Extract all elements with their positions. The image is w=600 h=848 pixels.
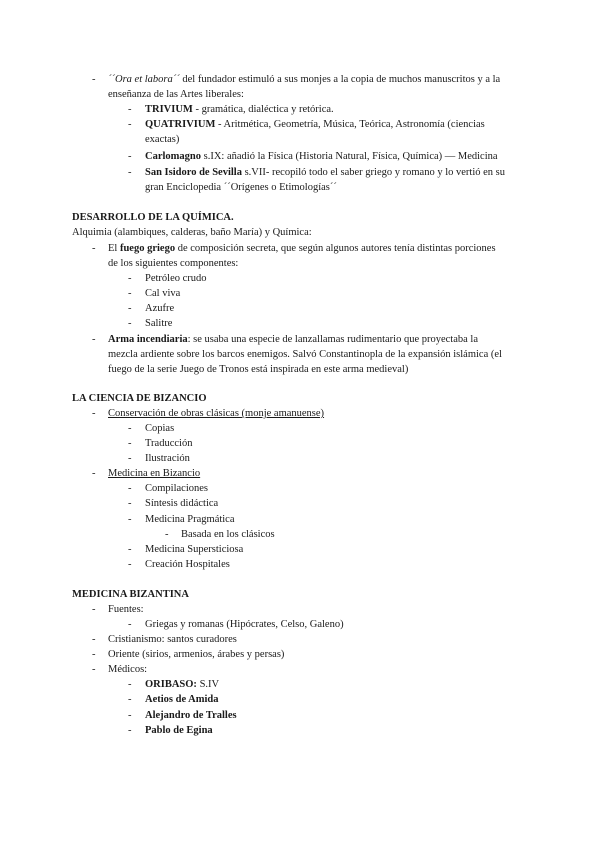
medico-name: Aetios de Amida bbox=[145, 694, 219, 705]
conservacion-sub: Ilustración bbox=[145, 453, 190, 464]
item-text: s.IX: añadió la Física (Historia Natural, Física, Química) — Medicina bbox=[201, 151, 498, 162]
medicina-bizancio-item: Medicina en Bizancio bbox=[108, 468, 201, 479]
medicina-sub: Compilaciones bbox=[145, 483, 208, 494]
medicos-item: Médicos: bbox=[108, 664, 148, 675]
heading-bizancio: LA CIENCIA DE BIZANCIO bbox=[72, 393, 207, 404]
list-dash: - bbox=[128, 679, 132, 690]
item-text: - gramática, dialéctica y retórica. bbox=[192, 104, 334, 115]
arma-text-2: mezcla ardiente sobre los barcos enemigos. Salvó Constantinopla de la expansión islámica (el bbox=[108, 349, 502, 360]
medico-name: Pablo de Egina bbox=[145, 725, 213, 736]
conservacion-sub: Traducción bbox=[145, 438, 193, 449]
quatrivium-cont: exactas) bbox=[145, 134, 180, 145]
isidoro-item bbox=[145, 165, 505, 180]
item-text: s.VII- recopiló todo el saber griego y romano y lo vertió en su bbox=[241, 167, 505, 178]
list-dash: - bbox=[92, 408, 96, 419]
list-dash: - bbox=[128, 619, 132, 630]
medico-item bbox=[145, 708, 237, 723]
oribaso-rest: S.IV bbox=[196, 679, 220, 690]
medicina-sub: Medicina Pragmática bbox=[145, 514, 235, 525]
list-dash: - bbox=[128, 104, 132, 115]
component-item: Azufre bbox=[145, 303, 175, 314]
arma-item bbox=[108, 332, 478, 347]
cristianismo-item: Cristianismo: santos curadores bbox=[108, 634, 237, 645]
list-dash: - bbox=[128, 514, 132, 525]
fuego-griego-item bbox=[108, 241, 496, 256]
conservacion-item: Conservación de obras clásicas (monje amanuense) bbox=[108, 408, 325, 419]
medico-item bbox=[145, 692, 219, 707]
list-dash: - bbox=[92, 649, 96, 660]
item-bold: QUATRIVIUM bbox=[145, 119, 216, 130]
list-dash: - bbox=[128, 167, 132, 178]
list-dash: - bbox=[128, 423, 132, 434]
fuego-cont: de los siguientes componentes: bbox=[108, 258, 239, 269]
list-dash: - bbox=[92, 74, 96, 85]
arma-text-3: fuego de la serie Juego de Tronos está inspirada en este arma medieval) bbox=[108, 364, 409, 375]
list-dash: - bbox=[128, 318, 132, 329]
list-dash: - bbox=[128, 710, 132, 721]
list-dash: - bbox=[92, 604, 96, 615]
fuentes-item: Fuentes: bbox=[108, 604, 144, 615]
conservacion-sub: Copias bbox=[145, 423, 175, 434]
medico-name: Alejandro de Tralles bbox=[145, 710, 237, 721]
isidoro-cont: gran Enciclopedia ´´Orígenes o Etimologías´´ bbox=[145, 182, 337, 193]
list-dash: - bbox=[128, 544, 132, 555]
list-dash: - bbox=[128, 438, 132, 449]
item-bold: TRIVIUM bbox=[145, 104, 193, 115]
quimica-subtitle: Alquimia (alambiques, calderas, baño María) y Química: bbox=[72, 227, 312, 238]
arma-text-1: : se usaba una especie de lanzallamas rudimentario que proyectaba la bbox=[187, 334, 478, 345]
item-text: - Aritmética, Geometría, Música, Teórica, Astronomía (ciencias bbox=[215, 119, 485, 130]
trivium-item bbox=[145, 102, 334, 117]
list-dash: - bbox=[128, 453, 132, 464]
list-dash: - bbox=[128, 725, 132, 736]
list-dash: - bbox=[92, 664, 96, 675]
list-dash: - bbox=[128, 119, 132, 130]
oribaso-bold: ORIBASO: bbox=[145, 679, 197, 690]
intro-line-2: enseñanza de las Artes liberales: bbox=[108, 89, 244, 100]
list-dash: - bbox=[128, 273, 132, 284]
list-dash: - bbox=[128, 483, 132, 494]
medicina-sub: Creación Hospitales bbox=[145, 559, 230, 570]
fuego-pre: El bbox=[108, 243, 120, 254]
list-dash: - bbox=[92, 334, 96, 345]
list-dash: - bbox=[92, 468, 96, 479]
component-item: Petróleo crudo bbox=[145, 273, 207, 284]
list-dash: - bbox=[128, 288, 132, 299]
list-dash: - bbox=[128, 694, 132, 705]
oriente-item: Oriente (sirios, armenios, árabes y persas) bbox=[108, 649, 285, 660]
medico-item bbox=[145, 723, 213, 738]
heading-medicina-bizantina: MEDICINA BIZANTINA bbox=[72, 589, 189, 600]
list-dash: - bbox=[165, 529, 169, 540]
list-dash: - bbox=[128, 498, 132, 509]
list-dash: - bbox=[92, 634, 96, 645]
list-dash: - bbox=[128, 151, 132, 162]
list-dash: - bbox=[128, 559, 132, 570]
list-dash: - bbox=[92, 243, 96, 254]
medicina-sub: Síntesis didáctica bbox=[145, 498, 219, 509]
intro-line-1 bbox=[108, 72, 500, 87]
intro-text-1: del fundador estimuló a sus monjes a la copia de muchos manuscritos y a la bbox=[179, 74, 501, 85]
item-bold: Carlomagno bbox=[145, 151, 201, 162]
heading-quimica: DESARROLLO DE LA QUÍMICA. bbox=[72, 212, 234, 223]
component-item: Salitre bbox=[145, 318, 173, 329]
quatrivium-item bbox=[145, 117, 485, 132]
fuego-griego-bold: fuego griego bbox=[119, 243, 176, 254]
carlomagno-item bbox=[145, 149, 498, 164]
medicina-sub: Medicina Supersticiosa bbox=[145, 544, 244, 555]
arma-bold: Arma incendiaria bbox=[108, 334, 188, 345]
pragmatica-sub: Basada en los clásicos bbox=[181, 529, 275, 540]
fuego-rest: de composición secreta, que según algunos autores tenía distintas porciones bbox=[175, 243, 496, 254]
list-dash: - bbox=[128, 303, 132, 314]
ora-et-labora-quote: ´´Ora et labora´´ bbox=[108, 74, 180, 85]
item-bold: San Isidoro de Sevilla bbox=[145, 167, 242, 178]
component-item: Cal viva bbox=[145, 288, 181, 299]
oribaso-item bbox=[145, 677, 219, 692]
fuentes-sub: Griegas y romanas (Hipócrates, Celso, Galeno) bbox=[145, 619, 344, 630]
